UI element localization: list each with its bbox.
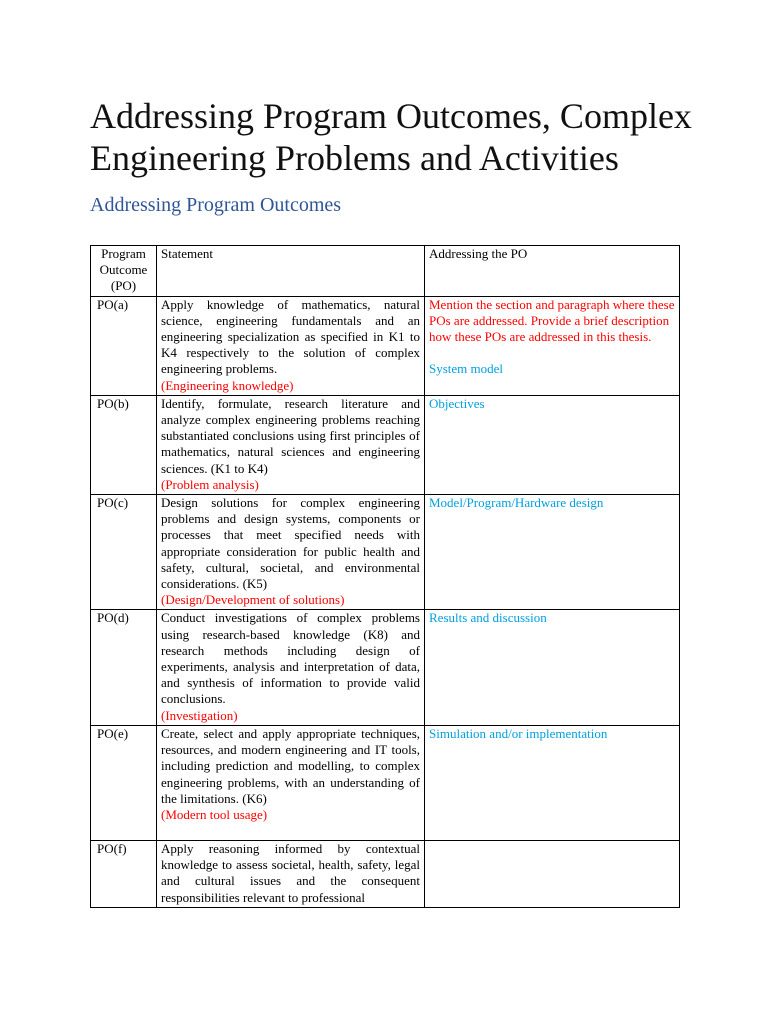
table-header-row [91,246,680,297]
po-addressing: Model/Program/Hardware design [429,495,604,511]
po-code: PO(b) [91,395,157,494]
header-program-outcome: Program Outcome (PO) [91,246,157,297]
po-attribute: (Design/Development of solutions) [161,592,345,608]
po-statement-cell [157,725,425,840]
po-statement: Apply reasoning informed by contextual knowledge to assess societal, health, safety, legal and cultural issues and the consequent responsibilities relevant to professional [161,840,420,905]
po-addressing: Results and discussion [429,610,547,626]
po-addressing-cell [425,296,680,395]
po-addressing-cell [425,395,680,494]
header-addressing: Addressing the PO [425,246,680,297]
po-statement-cell [157,495,425,610]
table-row [91,495,680,610]
po-statement: Create, select and apply appropriate techniques, resources, and modern engineering and IT tools, including prediction and modelling, to complex engineering problems, with an understanding of the limitations. (K6) [161,725,420,806]
po-attribute: (Engineering knowledge) [161,377,294,393]
po-attribute: (Problem analysis) [161,476,259,492]
po-statement: Design solutions for complex engineering problems and design systems, components or processes that meet specified needs with appropriate consideration for public health and safety, cultural, societal, and environmental considerations. (K5) [161,495,420,592]
po-addressing: Objectives [429,395,485,411]
section-heading: Addressing Program Outcomes [90,194,342,216]
po-statement-cell [157,395,425,494]
po-statement: Conduct investigations of complex problems using research-based knowledge (K8) and research methods including design of experiments, analysis and interpretation of data, and synthesis of information to provide valid conclusions. [161,610,420,707]
po-attribute: (Modern tool usage) [161,806,268,822]
po-addressing: Simulation and/or implementation [429,725,608,741]
po-code: PO(a) [91,296,157,395]
po-addressing-cell [425,495,680,610]
program-outcomes-table [90,245,680,908]
table-row [91,725,680,840]
table-row [91,840,680,907]
po-addressing-cell [425,725,680,840]
po-code: PO(e) [91,725,157,840]
po-code: PO(c) [91,495,157,610]
po-statement-cell [157,296,425,395]
spacer [429,345,675,361]
po-statement: Identify, formulate, research literature and analyze complex engineering problems reaching substantiated conclusions using first principles of mathematics, natural sciences and engineering sciences. (K1 to K4) [161,395,420,476]
table-row [91,296,680,395]
page-title: Addressing Program Outcomes, Complex Engineering Problems and Activities [90,96,692,178]
po-statement: Apply knowledge of mathematics, natural science, engineering fundamentals and an engineering specialization as specified in K1 to K4 respectively to the solution of complex engineering problems. [161,296,420,377]
po-addressing-cell [425,610,680,725]
po-code: PO(f) [91,840,157,907]
header-statement: Statement [157,246,425,297]
table-row [91,395,680,494]
po-addressing-cell [425,840,680,907]
table-row [91,610,680,725]
po-attribute: (Investigation) [161,707,238,723]
po-statement-cell [157,610,425,725]
po-instruction-note: Mention the section and paragraph where these POs are addressed. Provide a brief description how these POs are addressed in this thesis. [429,296,675,345]
po-code: PO(d) [91,610,157,725]
po-addressing: System model [429,361,504,377]
po-statement-cell [157,840,425,907]
